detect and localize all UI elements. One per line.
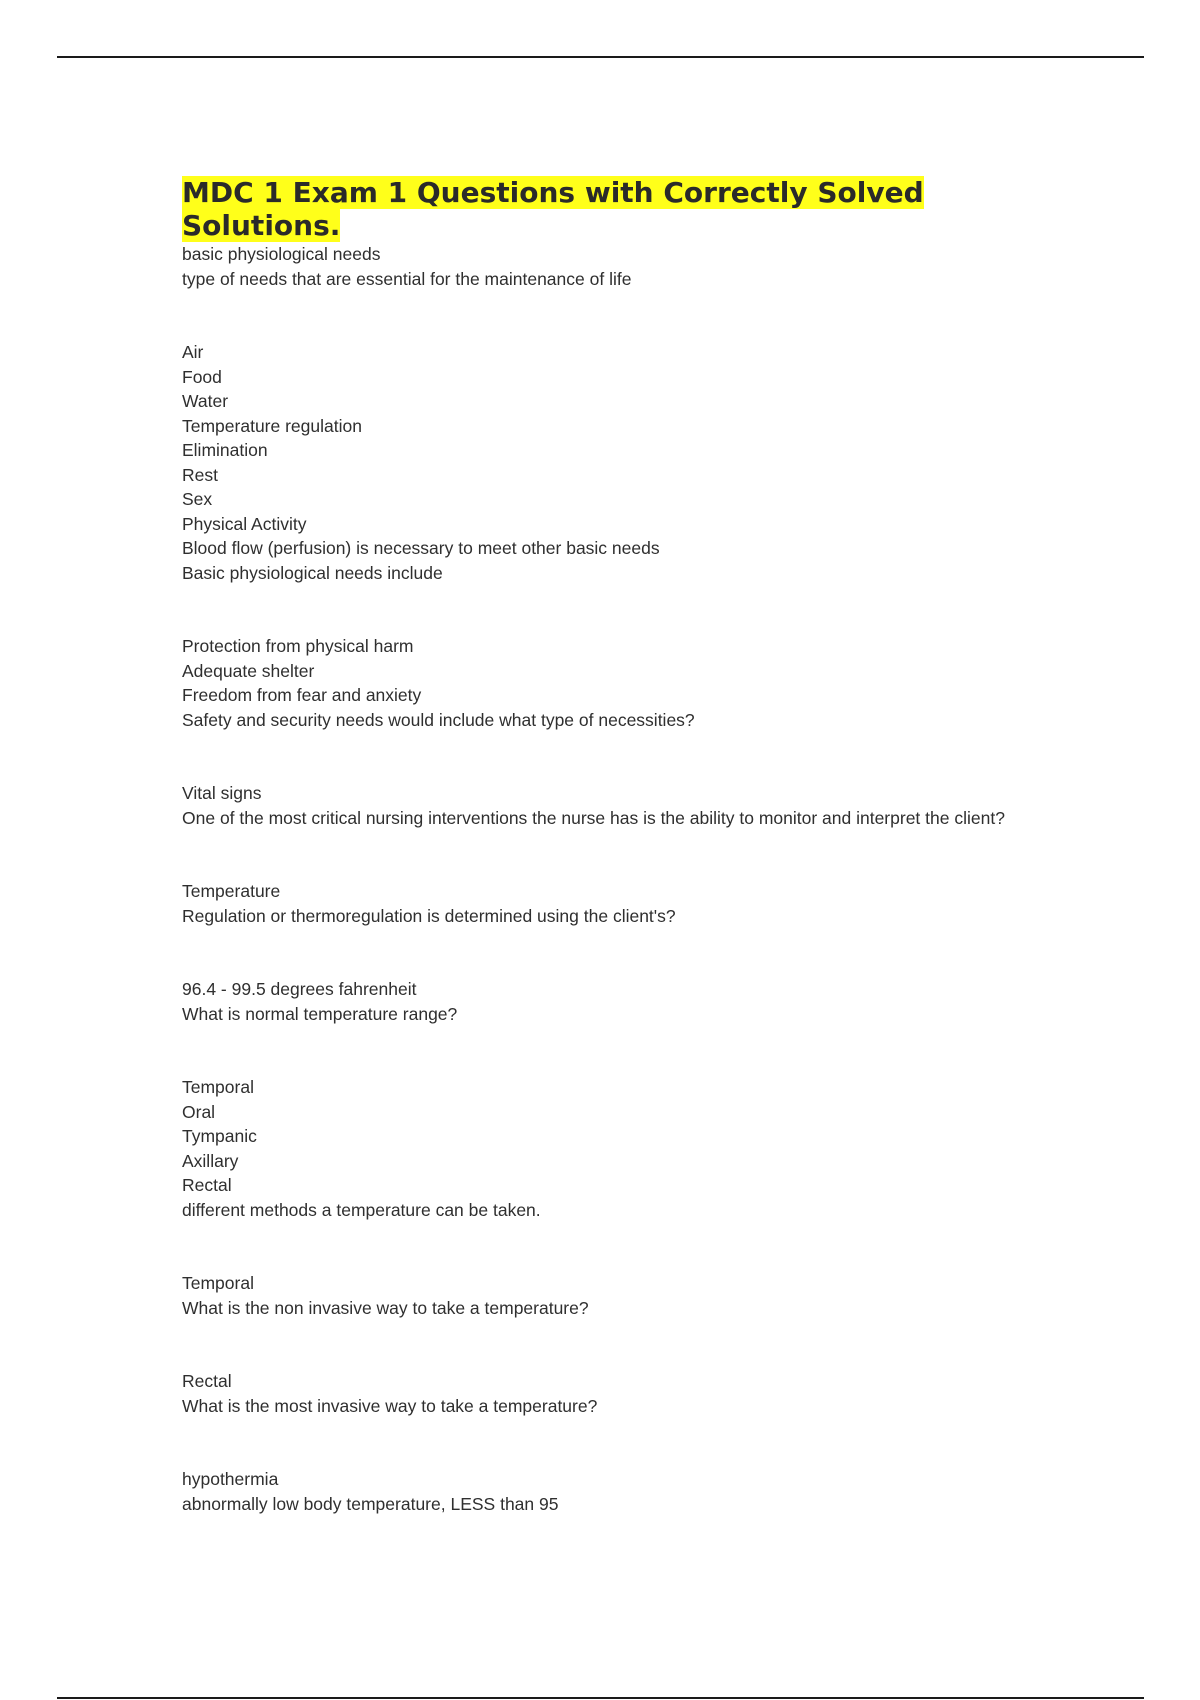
page-title [182, 176, 1032, 242]
flashcard-line: Temperature [182, 881, 281, 901]
flashcard-line: Rest [182, 464, 218, 485]
flashcard-line: Food [182, 366, 222, 387]
flashcard-line: Elimination [182, 440, 268, 460]
flashcard-block [182, 242, 1032, 291]
document-body [182, 176, 1032, 1516]
flashcard-line: Regulation or thermoregulation is determined using the client's? [182, 905, 676, 926]
flashcard-line: Freedom from fear and anxiety [182, 685, 422, 705]
flashcard-line: Basic physiological needs include [182, 562, 443, 583]
header-rule [57, 56, 1144, 58]
flashcard-line: What is normal temperature range? [182, 1003, 458, 1024]
flashcard-line: Water [182, 391, 229, 411]
flashcard-line: Air [182, 342, 204, 362]
flashcard-line: type of needs that are essential for the maintenance of life [182, 268, 632, 289]
flashcard-line: Temporal [182, 1273, 254, 1293]
flashcard-line: Oral [182, 1101, 216, 1122]
title-highlight: MDC 1 Exam 1 Questions with Correctly Solved Solutions. [182, 176, 924, 242]
flashcard-line: Temperature regulation [182, 415, 362, 436]
flashcard-line: Sex [182, 489, 213, 509]
flashcard-line: basic physiological needs [182, 244, 381, 264]
flashcard-block [182, 1467, 1032, 1516]
flashcard-block [182, 1075, 1032, 1222]
flashcard-line: Rectal [182, 1371, 232, 1391]
flashcard-line: hypothermia [182, 1469, 279, 1489]
flashcard-line: One of the most critical nursing interventions the nurse has is the ability to monitor and interpret the client? [182, 807, 1005, 828]
flashcard-line: What is the non invasive way to take a temperature? [182, 1297, 589, 1318]
flashcard-block [182, 340, 1032, 585]
flashcard-block [182, 977, 1032, 1026]
flashcard-block [182, 1271, 1032, 1320]
flashcard-list [182, 242, 1032, 1516]
flashcard-block [182, 879, 1032, 928]
flashcard-block [182, 781, 1032, 830]
flashcard-line: What is the most invasive way to take a temperature? [182, 1395, 598, 1416]
flashcard-line: 96.4 - 99.5 degrees fahrenheit [182, 979, 417, 999]
footer-rule [57, 1697, 1144, 1699]
flashcard-line: Safety and security needs would include what type of necessities? [182, 709, 695, 730]
flashcard-line: Adequate shelter [182, 660, 315, 681]
flashcard-line: Vital signs [182, 783, 262, 803]
flashcard-line: Rectal [182, 1175, 232, 1195]
flashcard-line: Physical Activity [182, 513, 307, 534]
flashcard-line: Protection from physical harm [182, 636, 414, 656]
flashcard-line: Blood flow (perfusion) is necessary to meet other basic needs [182, 538, 660, 558]
flashcard-line: Axillary [182, 1150, 239, 1171]
flashcard-block [182, 1369, 1032, 1418]
flashcard-line: abnormally low body temperature, LESS than 95 [182, 1493, 559, 1514]
flashcard-line: Tympanic [182, 1126, 257, 1146]
flashcard-line: Temporal [182, 1077, 254, 1097]
flashcard-line: different methods a temperature can be taken. [182, 1199, 541, 1220]
flashcard-block [182, 634, 1032, 732]
